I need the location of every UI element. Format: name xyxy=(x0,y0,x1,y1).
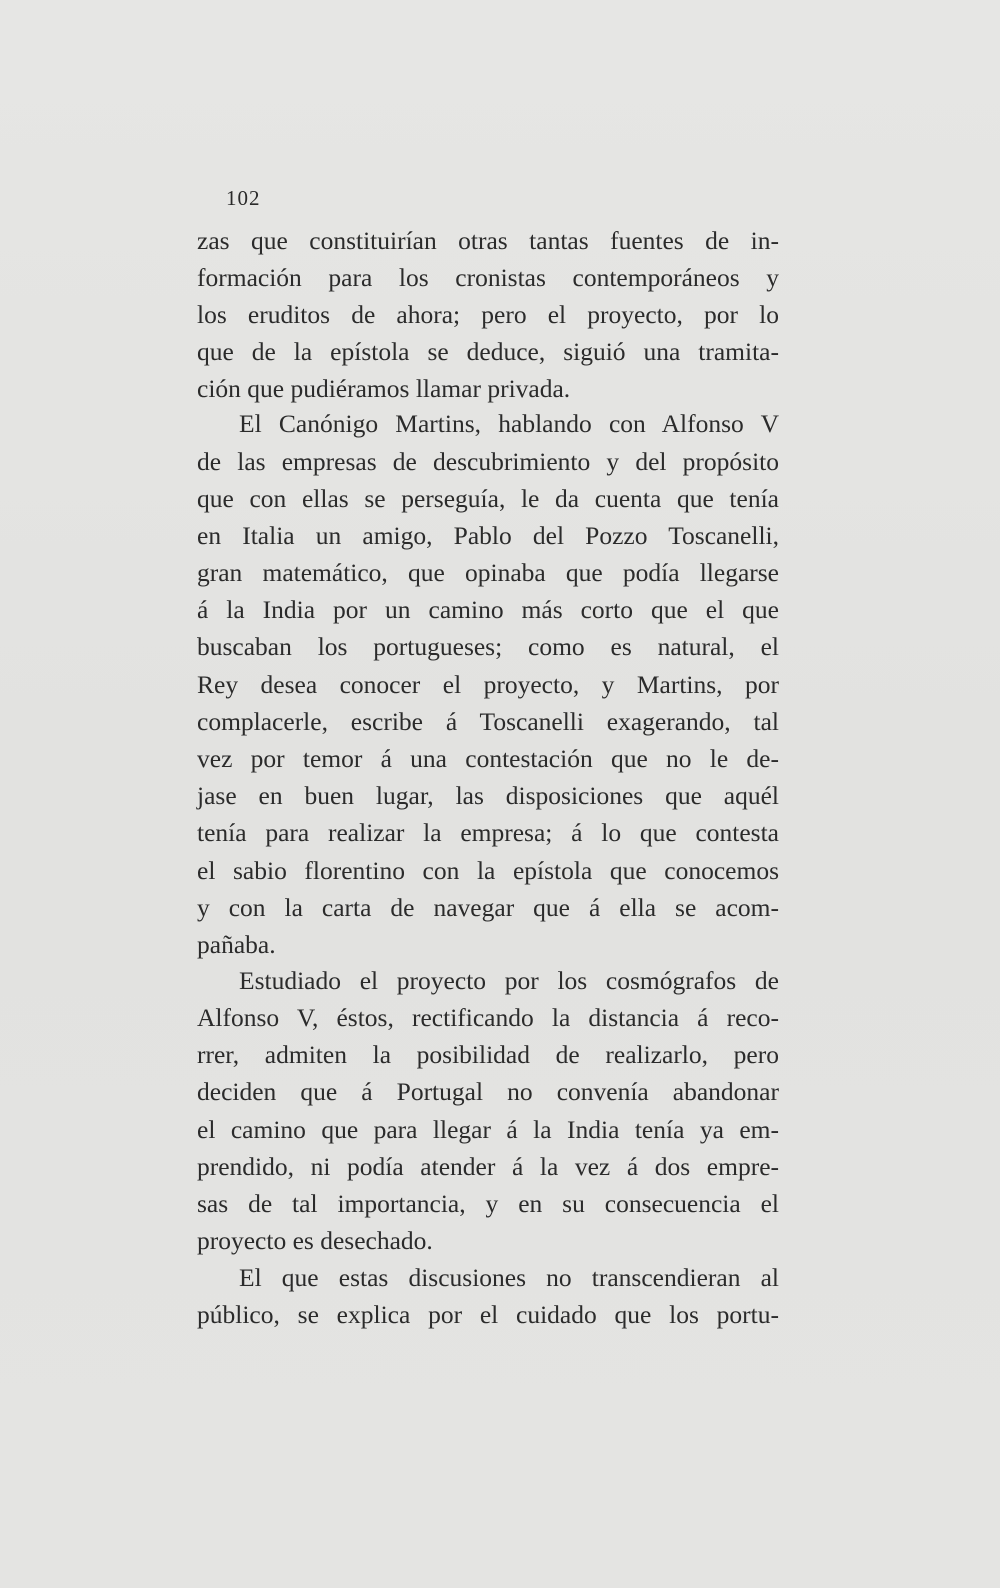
text-line: Rey desea conocer el proyecto, y Martins, por xyxy=(197,670,779,699)
text-line: de las empresas de descubrimiento y del propósito xyxy=(197,447,779,476)
text-line: que con ellas se perseguía, le da cuenta que tenía xyxy=(197,484,779,513)
text-line: y con la carta de navegar que á ella se acom- xyxy=(197,893,779,922)
text-line: gran matemático, que opinaba que podía llegarse xyxy=(197,558,779,587)
text-line: que de la epístola se deduce, siguió una tramita- xyxy=(197,337,779,366)
text-line: Estudiado el proyecto por los cosmógrafos de xyxy=(239,966,779,995)
page-number: 102 xyxy=(226,186,261,210)
text-line: buscaban los portugueses; como es natural, el xyxy=(197,632,779,661)
text-line: complacerle, escribe á Toscanelli exagerando, tal xyxy=(197,707,779,736)
text-line: el camino que para llegar á la India tenía ya em- xyxy=(197,1115,779,1144)
text-line: vez por temor á una contestación que no le de- xyxy=(197,744,779,773)
text-line: rrer, admiten la posibilidad de realizarlo, pero xyxy=(197,1040,779,1069)
text-line: los eruditos de ahora; pero el proyecto, por lo xyxy=(197,300,779,329)
text-line: prendido, ni podía atender á la vez á dos empre- xyxy=(197,1152,779,1181)
text-line: El Canónigo Martins, hablando con Alfonso V xyxy=(239,409,779,438)
text-line: formación para los cronistas contemporáneos y xyxy=(197,263,779,292)
text-line: deciden que á Portugal no convenía abandonar xyxy=(197,1077,779,1106)
text-line: en Italia un amigo, Pablo del Pozzo Toscanelli, xyxy=(197,521,779,550)
text-line: ción que pudiéramos llamar privada. xyxy=(197,374,571,403)
text-line: proyecto es desechado. xyxy=(197,1226,433,1255)
text-line: pañaba. xyxy=(197,930,276,959)
text-line: tenía para realizar la empresa; á lo que contesta xyxy=(197,818,779,847)
text-line: sas de tal importancia, y en su consecuencia el xyxy=(197,1189,779,1218)
text-line: el sabio florentino con la epístola que conocemos xyxy=(197,856,779,885)
text-line: Alfonso V, éstos, rectificando la distancia á reco- xyxy=(197,1003,779,1032)
text-line: jase en buen lugar, las disposiciones que aquél xyxy=(197,781,779,810)
text-line: á la India por un camino más corto que el que xyxy=(197,595,779,624)
text-line: público, se explica por el cuidado que los portu- xyxy=(197,1300,779,1329)
text-line: El que estas discusiones no transcendieran al xyxy=(239,1263,779,1292)
text-line: zas que constituirían otras tantas fuentes de in- xyxy=(197,226,779,255)
